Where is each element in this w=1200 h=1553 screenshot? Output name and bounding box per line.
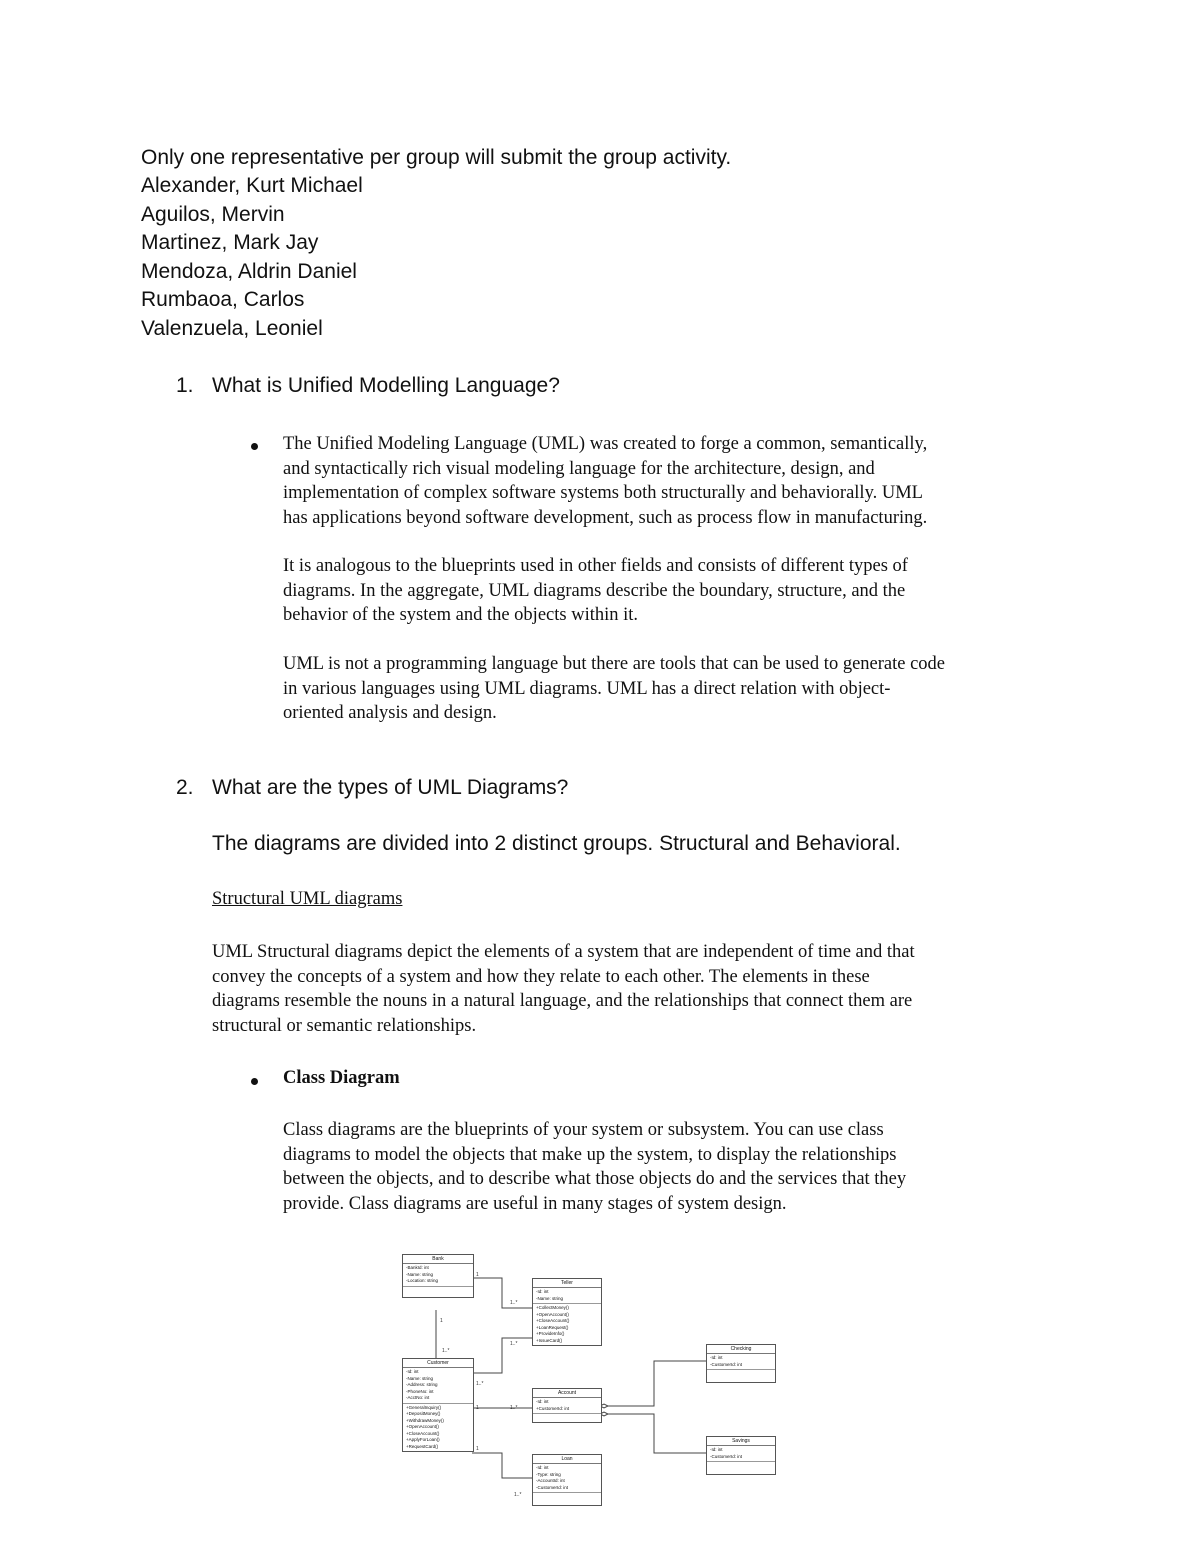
paragraph-line: between the objects, and to describe what those objects do and the services that they	[283, 1169, 907, 1190]
question-title: What are the types of UML Diagrams?	[212, 776, 569, 799]
question-number: 1.	[176, 374, 194, 397]
class-attribute: -AcctNo: int	[406, 1395, 430, 1400]
class-operation: +RequestCard()	[406, 1443, 439, 1449]
paragraph-line: implementation of complex software systems both structurally and behaviorally. UML	[283, 483, 923, 504]
class-title: Loan	[533, 1455, 601, 1464]
class-operations	[707, 1462, 775, 1474]
member-name: Mendoza, Aldrin Daniel	[141, 260, 357, 283]
class-attributes	[533, 1288, 601, 1304]
class-attribute: +CustomerId: int	[536, 1405, 570, 1411]
paragraph	[283, 432, 927, 531]
class-attribute: -Id: int	[710, 1447, 723, 1452]
class-operation: +ApplyForLoan()	[406, 1437, 440, 1442]
class-title: Teller	[533, 1279, 601, 1288]
class-attribute: -CustomerId: int	[536, 1484, 569, 1490]
paragraph-line: structural or semantic relationships.	[212, 1016, 477, 1037]
class-operations	[533, 1414, 601, 1422]
class-operations	[533, 1493, 601, 1505]
uml-class-savings	[706, 1436, 776, 1475]
paragraph-line: UML Structural diagrams depict the elements of a system that are independent of time and that	[212, 942, 915, 962]
question-title: What is Unified Modelling Language?	[212, 374, 560, 397]
paragraph-line: Class diagrams are the blueprints of your system or subsystem. You can use class	[283, 1120, 884, 1140]
class-attributes	[533, 1464, 601, 1493]
class-operation: +WithdrawMoney()	[406, 1417, 444, 1423]
paragraph-line: UML is not a programming language but there are tools that can be used to generate code	[283, 654, 946, 674]
class-operation: +ProvideInfo()	[536, 1331, 565, 1336]
paragraph-line: convey the concepts of a system and how they relate to each other. The elements in these	[212, 966, 870, 987]
multiplicity-label: 1..*	[510, 1341, 518, 1347]
member-name: Rumbaoa, Carlos	[141, 288, 305, 311]
class-attributes	[707, 1446, 775, 1462]
class-title: Bank	[403, 1255, 473, 1264]
class-attribute: -Name: string	[536, 1295, 564, 1301]
class-operation: +CloseAccount()	[406, 1430, 440, 1436]
class-attribute: -Address: string	[406, 1382, 438, 1387]
multiplicity-label: 1..*	[442, 1348, 450, 1354]
multiplicity-label: 1	[476, 1446, 479, 1452]
member-name: Valenzuela, Leoniel	[141, 317, 323, 340]
uml-class-diagram	[398, 1248, 780, 1524]
bullet-icon	[251, 1078, 258, 1085]
class-attribute: -Id: int	[536, 1465, 549, 1470]
class-attributes	[403, 1264, 473, 1287]
paragraph	[212, 940, 915, 1039]
uml-class-teller	[532, 1278, 602, 1346]
paragraph-line: It is analogous to the blueprints used in other fields and consists of different types of	[283, 556, 908, 576]
paragraph-line: in various languages using UML diagrams. UML has a direct relation with object-	[283, 678, 891, 699]
class-attribute: -Id: int	[536, 1289, 549, 1294]
member-name: Martinez, Mark Jay	[141, 231, 319, 254]
paragraph-line: diagrams. In the aggregate, UML diagrams describe the boundary, structure, and the	[283, 580, 906, 601]
class-attribute: -Name: string	[406, 1271, 434, 1277]
class-operation: +OpenAccount()	[406, 1424, 439, 1429]
paragraph-line: has applications beyond software development, such as process flow in manufacturing.	[283, 508, 928, 529]
class-attribute: -Location: string	[406, 1278, 439, 1283]
class-operations	[707, 1370, 775, 1382]
uml-class-checking	[706, 1344, 776, 1383]
multiplicity-label: 1..*	[510, 1405, 518, 1411]
class-title: Checking	[707, 1345, 775, 1354]
class-diagram-heading: Class Diagram	[283, 1068, 400, 1088]
class-operation: +DepositMoney()	[406, 1411, 441, 1416]
member-name: Aguilos, Mervin	[141, 203, 285, 226]
class-attributes	[707, 1354, 775, 1370]
class-attributes	[403, 1368, 473, 1404]
paragraph-line: provide. Class diagrams are useful in many stages of system design.	[283, 1194, 787, 1215]
class-title: Savings	[707, 1437, 775, 1446]
class-attribute: -Name: string	[406, 1375, 434, 1381]
instruction-text: Only one representative per group will submit the group activity.	[141, 146, 732, 169]
paragraph	[283, 652, 945, 726]
paragraph	[283, 1118, 906, 1217]
member-name: Alexander, Kurt Michael	[141, 174, 363, 197]
class-attribute: -Id: int	[536, 1399, 549, 1404]
paragraph-line: diagrams to model the objects that make up the system, to display the relationships	[283, 1144, 897, 1165]
uml-class-loan	[532, 1454, 602, 1506]
class-attribute: -AccountId: int	[536, 1478, 565, 1483]
class-attribute: -Id: int	[710, 1355, 723, 1360]
class-operation: +LoanRequest()	[536, 1324, 569, 1330]
multiplicity-label: 1	[476, 1405, 479, 1411]
multiplicity-label: 1..*	[510, 1300, 518, 1306]
class-attribute: -CustomerId: int	[710, 1453, 743, 1459]
class-attribute: -PhoneNo: int	[406, 1388, 434, 1394]
multiplicity-label: 1	[476, 1272, 479, 1278]
paragraph-line: diagrams resemble the nouns in a natural language, and the relationships that connect them are	[212, 991, 913, 1012]
class-operations	[403, 1404, 473, 1452]
class-attribute: -Type: string	[536, 1471, 561, 1477]
section-subtitle: The diagrams are divided into 2 distinct groups. Structural and Behavioral.	[212, 832, 901, 855]
class-title: Customer	[403, 1359, 473, 1368]
class-operation: +OpenAccount()	[536, 1311, 569, 1317]
paragraph-line: behavior of the system and the objects within it.	[283, 605, 639, 626]
multiplicity-label: 1..*	[514, 1492, 522, 1498]
paragraph-line: The Unified Modeling Language (UML) was created to forge a common, semantically,	[283, 434, 928, 454]
class-operation: +GeneralInquiry()	[406, 1404, 442, 1410]
class-attribute: -BankId: int	[406, 1265, 429, 1270]
uml-class-account	[532, 1388, 602, 1423]
multiplicity-label: 1	[440, 1318, 443, 1324]
paragraph-line: and syntactically rich visual modeling language for the architecture, design, and	[283, 458, 875, 479]
class-attribute: -Id: int	[406, 1369, 419, 1374]
class-attribute: -CustomerId: int	[710, 1361, 743, 1367]
bullet-icon	[251, 443, 258, 450]
class-attributes	[533, 1398, 601, 1414]
class-title: Account	[533, 1389, 601, 1398]
structural-heading: Structural UML diagrams	[212, 889, 403, 909]
class-operation: +CollectMoney()	[536, 1305, 569, 1310]
class-operation: +CloseAccount()	[536, 1318, 570, 1323]
class-operation: +IssueCard()	[536, 1337, 563, 1343]
question-number: 2.	[176, 776, 194, 799]
paragraph	[283, 554, 908, 628]
class-operations	[533, 1304, 601, 1345]
paragraph-line: oriented analysis and design.	[283, 703, 497, 724]
multiplicity-label: 1..*	[476, 1381, 484, 1387]
uml-class-bank	[402, 1254, 474, 1298]
uml-class-customer	[402, 1358, 474, 1452]
class-operations	[403, 1287, 473, 1297]
